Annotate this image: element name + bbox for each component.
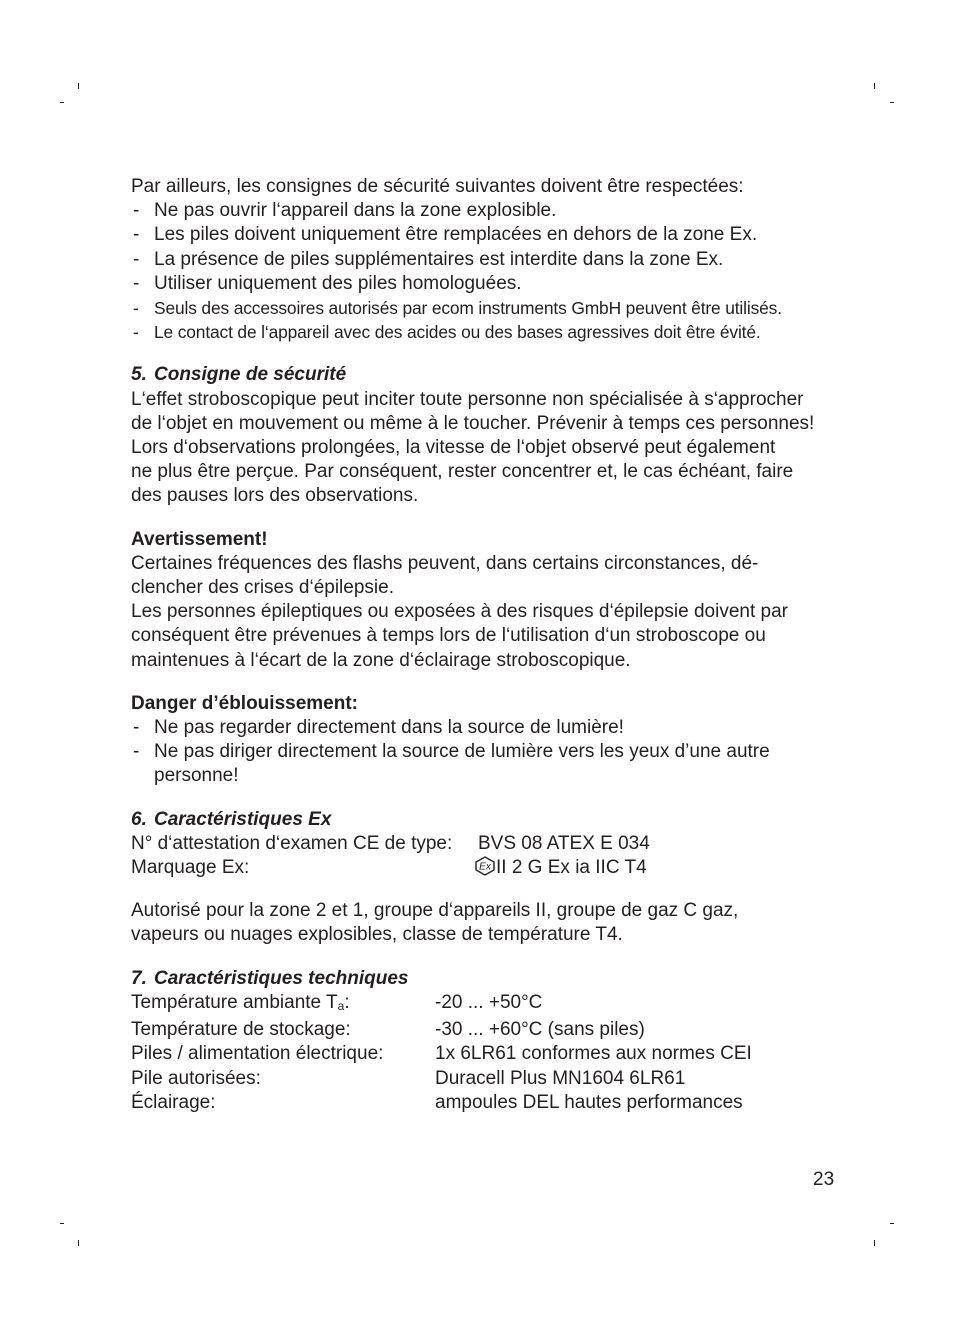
- warning-heading: Avertissement!: [131, 528, 268, 550]
- ex-atex-icon: [474, 856, 496, 876]
- list-item: - Ne pas ouvrir l‘appareil dans la zone explosible.: [131, 199, 841, 223]
- list-item: - Utiliser uniquement des piles homologuées.: [131, 272, 841, 296]
- crop-mark: [874, 83, 875, 89]
- spec-label-suffix: :: [344, 991, 350, 1013]
- paragraph-line: conséquent être prévenues à temps lors de l‘utilisation d‘un stroboscope ou: [131, 625, 766, 647]
- list-item: - Ne pas diriger directement la source de lumière vers les yeux d’une autre personne!: [131, 740, 844, 788]
- list-item: - Les piles doivent uniquement être remplacées en dehors de la zone Ex.: [131, 223, 841, 247]
- crop-mark: [60, 1223, 64, 1224]
- spec-row: [131, 856, 841, 880]
- spec-label: Piles / alimentation électrique:: [131, 1043, 384, 1065]
- paragraph-line: de l‘objet en mouvement ou même à le toucher. Prévenir à temps ces personnes!: [131, 412, 815, 434]
- paragraph-line: Certaines fréquences des flashs peuvent, dans certains circonstances, dé-: [131, 552, 759, 574]
- spec-label: Température de stockage:: [131, 1019, 351, 1041]
- section-number: 7.: [131, 967, 147, 989]
- section-6-heading: [131, 808, 841, 832]
- spec-label-text: Température ambiante T: [131, 991, 338, 1013]
- glare-heading: Danger d’éblouissement:: [131, 692, 358, 714]
- crop-mark: [78, 1240, 79, 1246]
- spec-row: [131, 991, 841, 1018]
- spec-label: Pile autorisées:: [131, 1067, 261, 1089]
- list-item: - Seuls des accessoires autorisés par ecom instruments GmbH peuvent être utilisés.: [131, 296, 841, 320]
- paragraph-line: vapeurs ou nuages explosibles, classe de température T4.: [131, 924, 623, 946]
- spec-value: ampoules DEL hautes performances: [435, 1091, 743, 1113]
- spec-row: [131, 1067, 841, 1091]
- spec-value: BVS 08 ATEX E 034: [478, 832, 650, 854]
- spec-value: -30 ... +60°C (sans piles): [435, 1019, 645, 1041]
- spec-value: Duracell Plus MN1604 6LR61: [435, 1067, 686, 1089]
- crop-mark: [60, 102, 64, 103]
- crop-mark: [78, 83, 79, 89]
- spec-value-wrap: [474, 856, 647, 880]
- spec-label: [131, 991, 435, 1018]
- spec-row: [131, 1042, 841, 1066]
- paragraph-line: Les personnes épileptiques ou exposées à des risques d‘épilepsie doivent par: [131, 601, 788, 623]
- spec-label: N° d‘attestation d‘examen CE de type:: [131, 832, 453, 854]
- list-item: - Le contact de l‘appareil avec des acides ou des bases agressives doit être évité.: [131, 320, 841, 344]
- section-7-heading: [131, 967, 841, 991]
- spec-label: Éclairage:: [131, 1091, 216, 1113]
- page-number: 23: [813, 1169, 835, 1190]
- section-title: Consigne de sécurité: [154, 364, 347, 386]
- paragraph-line: L‘effet stroboscopique peut inciter toute personne non spécialisée à s‘approcher: [131, 388, 804, 410]
- section-number: 6.: [131, 808, 147, 830]
- list-item: - La présence de piles supplémentaires est interdite dans la zone Ex.: [131, 248, 841, 272]
- section-title: Caractéristiques Ex: [154, 808, 332, 830]
- paragraph-line: ne plus être perçue. Par conséquent, rester concentrer et, le cas échéant, faire: [131, 461, 794, 483]
- spec-value: -20 ... +50°C: [435, 991, 543, 1013]
- crop-mark: [890, 1223, 894, 1224]
- document-body: [131, 175, 841, 1115]
- spec-value: II 2 G Ex ia IIC T4: [496, 857, 647, 879]
- spec-row: [131, 1018, 841, 1042]
- spec-label: Marquage Ex:: [131, 857, 250, 879]
- ex-icon-text: Ex: [479, 861, 491, 873]
- crop-mark: [874, 1240, 875, 1246]
- section-number: 5.: [131, 364, 147, 386]
- list-item: - Ne pas regarder directement dans la source de lumière!: [131, 716, 841, 740]
- paragraph-line: clencher des crises d‘épilepsie.: [131, 577, 394, 599]
- paragraph-line: Autorisé pour la zone 2 et 1, groupe d‘appareils II, groupe de gaz C gaz,: [131, 900, 739, 922]
- crop-mark: [890, 102, 894, 103]
- section-title: Caractéristiques techniques: [154, 967, 409, 989]
- spec-row: [131, 1091, 841, 1115]
- spec-value: 1x 6LR61 conformes aux normes CEI: [435, 1043, 752, 1065]
- paragraph-line: maintenues à l‘écart de la zone d‘éclairage stroboscopique.: [131, 649, 631, 671]
- paragraph-line: Lors d‘observations prolongées, la vitesse de l‘objet observé peut également: [131, 437, 776, 459]
- paragraph-line: des pauses lors des observations.: [131, 485, 419, 507]
- intro-lead: Par ailleurs, les consignes de sécurité suivantes doivent être respectées:: [131, 176, 744, 197]
- section-5-heading: [131, 363, 841, 387]
- spec-row: [131, 832, 841, 856]
- spec-label-subscript: a: [337, 998, 345, 1013]
